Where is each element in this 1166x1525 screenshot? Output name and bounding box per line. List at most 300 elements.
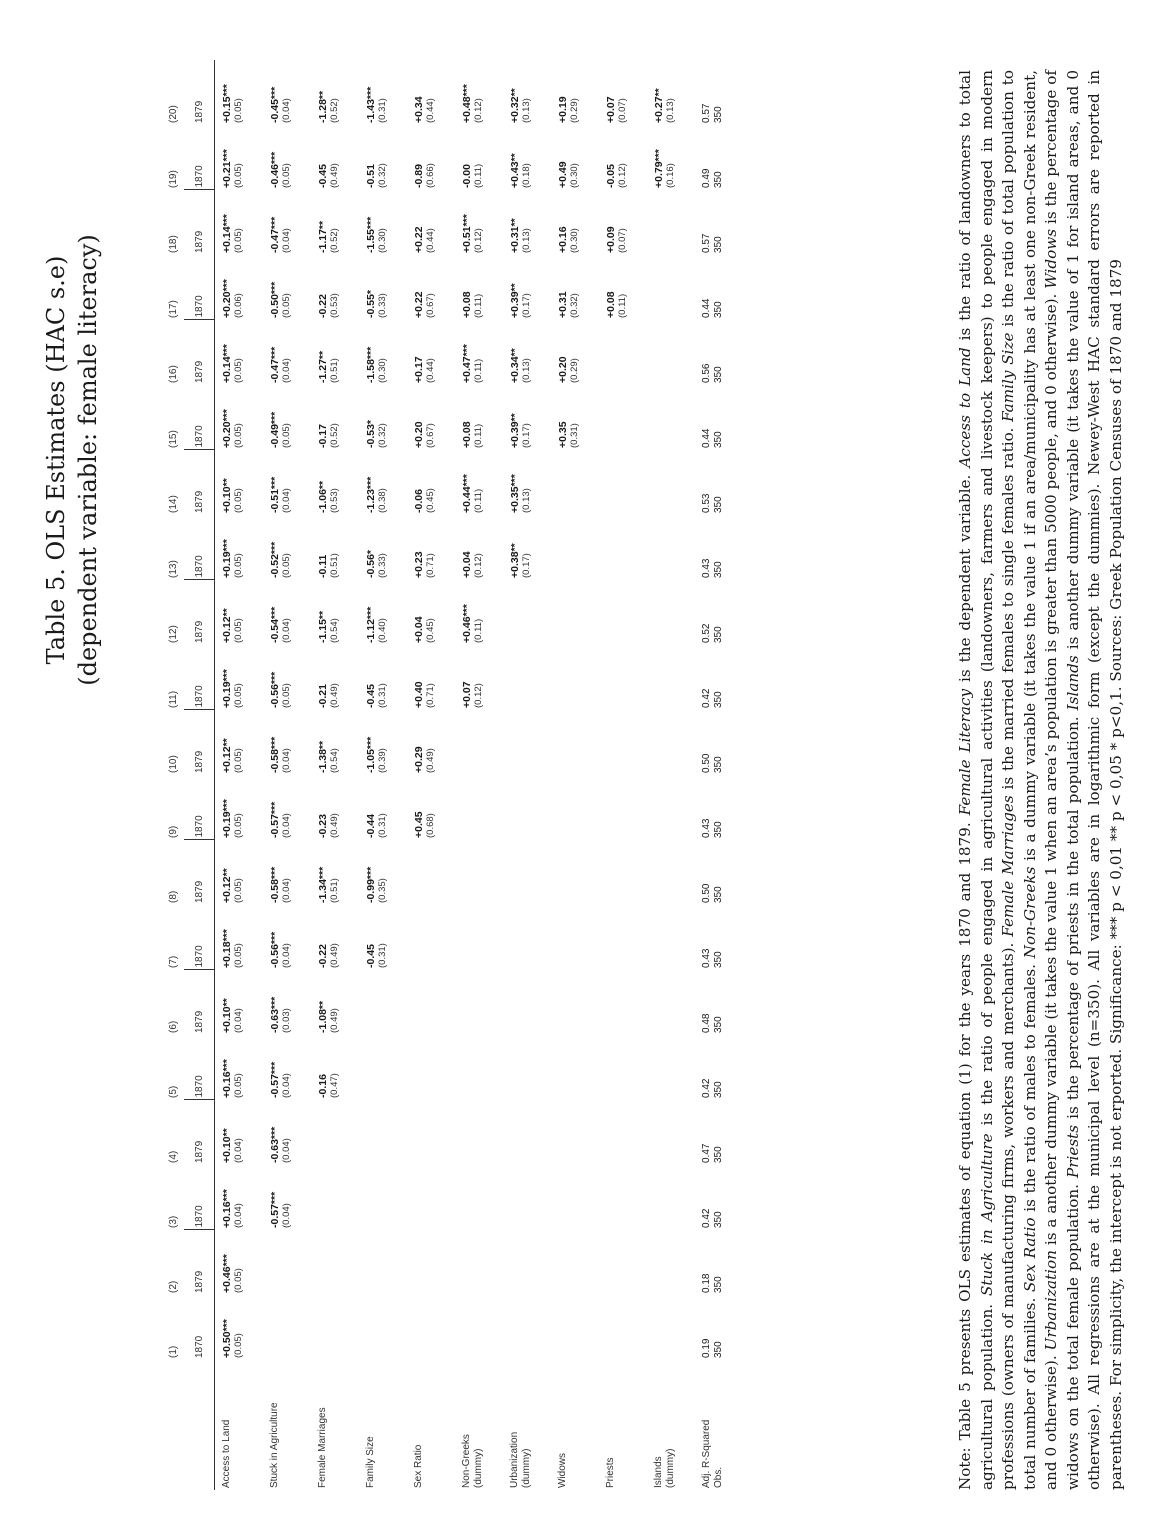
coefficient: +0.19*** <box>221 799 233 838</box>
standard-error: (0.44) <box>425 358 436 383</box>
title-line-2: (dependent variable: female literacy) <box>74 234 102 686</box>
table-cell <box>455 385 503 450</box>
standard-error: (0.49) <box>329 163 340 188</box>
standard-error: (0.04) <box>233 1138 244 1163</box>
table-cell <box>311 255 359 320</box>
row-label-line: Priests <box>605 1457 616 1488</box>
standard-error: (0.30) <box>569 163 580 188</box>
standard-error: (0.31) <box>377 98 388 123</box>
table-cell <box>359 320 407 385</box>
table-cell <box>407 775 455 840</box>
standard-error: (0.05) <box>233 943 244 968</box>
standard-error: (0.49) <box>329 683 340 708</box>
table-cell <box>503 1165 551 1230</box>
cell-content <box>269 192 293 253</box>
table-cell <box>455 970 503 1035</box>
table-cell <box>407 125 455 190</box>
summary-cell <box>695 515 731 580</box>
table-cell <box>215 320 264 385</box>
summary-cell <box>695 1230 731 1295</box>
table-cell <box>215 1100 264 1165</box>
coefficient: +0.49 <box>557 161 569 188</box>
summary-cell <box>695 190 731 255</box>
cell-content <box>365 257 389 318</box>
summary-cell <box>695 970 731 1035</box>
table-cell <box>551 645 599 710</box>
coefficient: -0.17 <box>317 424 329 448</box>
summary-cell <box>695 905 731 970</box>
column-number: (12) <box>167 625 179 643</box>
coefficient: +0.38** <box>509 543 521 578</box>
row-label-line: Islands <box>653 1456 664 1488</box>
table-cell <box>647 255 695 320</box>
table-cell <box>503 320 551 385</box>
cell-content <box>269 907 293 968</box>
table-cell <box>215 1230 264 1295</box>
row-label-line: Access to Land <box>221 1419 232 1488</box>
table-cell <box>311 125 359 190</box>
table-cell <box>311 190 359 255</box>
coefficient: -1.12*** <box>365 606 377 643</box>
standard-error: (0.52) <box>329 98 340 123</box>
standard-error: (0.04) <box>281 618 292 643</box>
summary-row <box>695 60 731 1490</box>
standard-error: (0.18) <box>521 163 532 188</box>
cell-content <box>365 907 389 968</box>
coefficient: +0.23 <box>413 551 425 578</box>
table-cell <box>263 905 311 970</box>
coefficient: -0.52*** <box>269 541 281 578</box>
cell-content <box>557 62 581 123</box>
adj-r-squared: 0.52 <box>701 623 712 643</box>
standard-error: (0.29) <box>569 358 580 383</box>
table-cell <box>551 775 599 840</box>
table-cell <box>647 840 695 905</box>
coefficient: -1.17** <box>317 220 329 253</box>
coefficient: +0.08 <box>605 291 617 318</box>
table-cell <box>503 255 551 320</box>
adj-r-squared: 0.44 <box>701 298 712 318</box>
table-cell <box>215 1295 264 1360</box>
table-cell <box>647 1100 695 1165</box>
coefficient: +0.07 <box>605 96 617 123</box>
table-cell <box>263 450 311 515</box>
standard-error: (0.05) <box>281 163 292 188</box>
standard-error: (0.45) <box>425 618 436 643</box>
table-row <box>263 60 311 1490</box>
table-cell <box>503 580 551 645</box>
regression-table-container <box>162 60 742 1490</box>
column-year: 1879 <box>184 450 215 515</box>
cell-content <box>413 517 437 578</box>
table-cell <box>359 1100 407 1165</box>
standard-error: (0.05) <box>233 163 244 188</box>
coefficient: -0.45*** <box>269 86 281 123</box>
row-label <box>407 1360 455 1490</box>
table-cell <box>359 580 407 645</box>
table-cell <box>455 320 503 385</box>
table-cell <box>455 515 503 580</box>
cell-content <box>605 257 629 318</box>
cell-content <box>317 1037 341 1098</box>
standard-error: (0.04) <box>281 358 292 383</box>
year-row <box>184 60 215 1490</box>
cell-content <box>221 322 245 383</box>
standard-error: (0.66) <box>425 163 436 188</box>
coefficient: +0.19 <box>557 96 569 123</box>
column-year: 1879 <box>184 1100 215 1165</box>
cell-content <box>317 257 341 318</box>
obs-count: 350 <box>713 561 724 578</box>
coefficient: -0.46*** <box>269 151 281 188</box>
header-spacer <box>162 1360 184 1490</box>
column-year: 1870 <box>184 515 215 580</box>
cell-content <box>509 322 533 383</box>
standard-error: (0.52) <box>329 228 340 253</box>
table-cell <box>455 1100 503 1165</box>
row-label-line: Sex Ratio <box>413 1444 424 1488</box>
standard-error: (0.32) <box>377 423 388 448</box>
note-text: is the ratio of total population to total number of families. <box>999 70 1039 1490</box>
standard-error: (0.54) <box>329 618 340 643</box>
table-row <box>599 60 647 1490</box>
row-label <box>359 1360 407 1490</box>
table-cell <box>311 580 359 645</box>
coefficient: -0.56*** <box>269 931 281 968</box>
table-cell <box>455 1165 503 1230</box>
table-cell <box>263 710 311 775</box>
cell-content <box>365 322 389 383</box>
coefficient: +0.22 <box>413 291 425 318</box>
coefficient: +0.45 <box>413 811 425 838</box>
table-cell <box>503 840 551 905</box>
cell-content <box>413 452 437 513</box>
cell-content <box>605 192 629 253</box>
column-year: 1870 <box>184 255 215 320</box>
coefficient: +0.27** <box>653 88 665 123</box>
cell-content <box>461 62 485 123</box>
cell-content <box>365 127 389 188</box>
column-year: 1870 <box>184 125 215 190</box>
standard-error: (0.49) <box>329 943 340 968</box>
row-label <box>647 1360 695 1490</box>
summary-label <box>695 1360 731 1490</box>
cell-content <box>557 192 581 253</box>
cell-content <box>221 712 245 773</box>
note-text: is a another dummy variable (it takes the value 1 when an area’s population is greater than 5000 people, and 0 otherwise). <box>1042 288 1060 1251</box>
table-cell <box>407 905 455 970</box>
table-cell <box>359 385 407 450</box>
cell-content <box>269 387 293 448</box>
standard-error: (0.33) <box>377 553 388 578</box>
coefficient: +0.20*** <box>221 409 233 448</box>
table-cell <box>455 1035 503 1100</box>
column-number: (17) <box>167 300 179 318</box>
coefficient: +0.20 <box>413 421 425 448</box>
table-cell <box>647 320 695 385</box>
cell-content <box>413 127 437 188</box>
obs-count: 350 <box>713 1016 724 1033</box>
cell-content <box>317 777 341 838</box>
cell-content <box>653 62 677 123</box>
table-cell <box>359 515 407 580</box>
table-row <box>311 60 359 1490</box>
cell-content <box>269 972 293 1033</box>
table-cell <box>311 775 359 840</box>
table-cell <box>647 1230 695 1295</box>
table-cell <box>551 710 599 775</box>
coefficient: -0.63*** <box>269 996 281 1033</box>
standard-error: (0.71) <box>425 683 436 708</box>
table-cell <box>503 450 551 515</box>
obs-count: 350 <box>713 106 724 123</box>
cell-content <box>221 452 245 513</box>
standard-error: (0.67) <box>425 423 436 448</box>
standard-error: (0.05) <box>233 1073 244 1098</box>
cell-content <box>509 387 533 448</box>
standard-error: (0.30) <box>569 228 580 253</box>
coefficient: +0.17 <box>413 356 425 383</box>
column-year: 1870 <box>184 1035 215 1100</box>
standard-error: (0.04) <box>281 878 292 903</box>
coefficient: +0.08 <box>461 421 473 448</box>
table-cell <box>551 320 599 385</box>
table-cell <box>455 840 503 905</box>
table-cell <box>599 1100 647 1165</box>
table-cell <box>647 710 695 775</box>
table-cell <box>359 775 407 840</box>
table-cell <box>647 190 695 255</box>
table-cell <box>455 450 503 515</box>
adj-r-squared: 0.57 <box>701 103 712 123</box>
cell-content <box>269 582 293 643</box>
table-cell <box>647 645 695 710</box>
row-label-line: (dummy) <box>521 1448 532 1488</box>
table-cell <box>263 320 311 385</box>
coefficient: -0.47*** <box>269 216 281 253</box>
adj-r-squared: 0.47 <box>701 1143 712 1163</box>
table-cell <box>215 840 264 905</box>
table-cell <box>455 775 503 840</box>
cell-content <box>221 842 245 903</box>
row-label <box>311 1360 359 1490</box>
coefficient: +0.44*** <box>461 474 473 513</box>
column-number-row <box>162 60 184 1490</box>
standard-error: (0.54) <box>329 748 340 773</box>
coefficient: -0.55* <box>365 289 377 318</box>
standard-error: (0.31) <box>569 423 580 448</box>
adj-r-squared: 0.44 <box>701 428 712 448</box>
row-label-line: Female Marriages <box>317 1407 328 1488</box>
cell-content <box>317 192 341 253</box>
standard-error: (0.51) <box>329 878 340 903</box>
coefficient: +0.10** <box>221 1128 233 1163</box>
cell-content <box>269 62 293 123</box>
table-cell <box>311 60 359 125</box>
cell-content <box>461 647 485 708</box>
standard-error: (0.49) <box>425 748 436 773</box>
table-cell <box>407 1230 455 1295</box>
coefficient: +0.22 <box>413 226 425 253</box>
summary-cell <box>695 775 731 840</box>
column-number: (19) <box>167 170 179 188</box>
coefficient: -1.58*** <box>365 346 377 383</box>
note-text: is a dummy variable (it takes the value 1 if an area/municipality has at least one non-Greek resident, and 0 otherwise). <box>1020 70 1060 1490</box>
table-cell <box>215 255 264 320</box>
table-cell <box>215 1035 264 1100</box>
column-number: (14) <box>167 495 179 513</box>
cell-content <box>509 127 533 188</box>
table-row <box>503 60 551 1490</box>
table-cell <box>551 970 599 1035</box>
table-cell <box>455 645 503 710</box>
standard-error: (0.04) <box>281 1073 292 1098</box>
coefficient: +0.07 <box>461 681 473 708</box>
obs-count: 350 <box>713 236 724 253</box>
table-cell <box>503 1100 551 1165</box>
table-cell <box>551 905 599 970</box>
standard-error: (0.35) <box>377 878 388 903</box>
cell-content <box>317 62 341 123</box>
coefficient: +0.46*** <box>461 604 473 643</box>
standard-error: (0.07) <box>617 98 628 123</box>
standard-error: (0.49) <box>329 813 340 838</box>
standard-error: (0.05) <box>233 813 244 838</box>
standard-error: (0.45) <box>425 488 436 513</box>
obs-count: 350 <box>713 301 724 318</box>
table-cell <box>359 450 407 515</box>
table-cell <box>263 190 311 255</box>
obs-count: 350 <box>713 431 724 448</box>
cell-content <box>557 257 581 318</box>
table-cell <box>599 515 647 580</box>
obs-count: 350 <box>713 1211 724 1228</box>
adj-r-squared: 0.42 <box>701 1208 712 1228</box>
coefficient: -0.11 <box>317 554 329 578</box>
adj-r-squared: 0.19 <box>701 1338 712 1358</box>
table-cell <box>551 1230 599 1295</box>
standard-error: (0.49) <box>329 1008 340 1033</box>
table-cell <box>263 970 311 1035</box>
note-variable-name: Female Literacy <box>956 688 974 816</box>
table-cell <box>455 1230 503 1295</box>
table-cell <box>551 1035 599 1100</box>
coefficient: -0.58*** <box>269 866 281 903</box>
note-variable-name: Urbanization <box>1042 1250 1060 1351</box>
standard-error: (0.05) <box>281 683 292 708</box>
standard-error: (0.52) <box>329 423 340 448</box>
table-cell <box>647 775 695 840</box>
column-year: 1870 <box>184 1295 215 1360</box>
obs-count: 350 <box>713 496 724 513</box>
standard-error: (0.05) <box>233 878 244 903</box>
table-cell <box>311 320 359 385</box>
coefficient: +0.10** <box>221 998 233 1033</box>
cell-content <box>413 387 437 448</box>
table-cell <box>359 905 407 970</box>
coefficient: +0.12** <box>221 868 233 903</box>
standard-error: (0.12) <box>473 553 484 578</box>
table-cell <box>215 710 264 775</box>
coefficient: +0.10** <box>221 478 233 513</box>
table-cell <box>359 970 407 1035</box>
standard-error: (0.11) <box>473 163 484 188</box>
coefficient: +0.04 <box>461 551 473 578</box>
standard-error: (0.13) <box>521 98 532 123</box>
adj-r-squared: 0.48 <box>701 1013 712 1033</box>
table-cell <box>311 1230 359 1295</box>
standard-error: (0.68) <box>425 813 436 838</box>
table-cell <box>455 1295 503 1360</box>
standard-error: (0.12) <box>473 98 484 123</box>
coefficient: -0.58*** <box>269 736 281 773</box>
note-variable-name: Widows <box>1042 228 1060 289</box>
header-spacer <box>184 1360 215 1490</box>
table-cell <box>263 580 311 645</box>
coefficient: +0.18*** <box>221 929 233 968</box>
table-cell <box>503 60 551 125</box>
table-cell <box>647 580 695 645</box>
obs-count: 350 <box>713 1081 724 1098</box>
table-cell <box>455 125 503 190</box>
standard-error: (0.05) <box>281 423 292 448</box>
table-cell <box>407 60 455 125</box>
table-cell <box>503 385 551 450</box>
adj-r-squared: 0.53 <box>701 493 712 513</box>
column-year: 1870 <box>184 905 215 970</box>
regression-table <box>162 60 731 1490</box>
summary-cell <box>695 320 731 385</box>
table-cell <box>359 190 407 255</box>
standard-error: (0.04) <box>233 1203 244 1228</box>
cell-content <box>413 322 437 383</box>
cell-content <box>269 842 293 903</box>
table-cell <box>359 125 407 190</box>
column-year: 1870 <box>184 775 215 840</box>
table-cell <box>263 1100 311 1165</box>
cell-content <box>269 712 293 773</box>
coefficient: -0.63*** <box>269 1126 281 1163</box>
cell-content <box>413 647 437 708</box>
row-label-line: Urbanization <box>509 1431 520 1488</box>
coefficient: -0.45 <box>365 684 377 708</box>
standard-error: (0.05) <box>233 228 244 253</box>
adj-r-squared: 0.18 <box>701 1273 712 1293</box>
adj-r-squared: 0.56 <box>701 363 712 383</box>
table-cell <box>359 840 407 905</box>
column-year: 1879 <box>184 1230 215 1295</box>
coefficient: -0.47*** <box>269 346 281 383</box>
cell-content <box>221 1167 245 1228</box>
standard-error: (0.04) <box>281 943 292 968</box>
cell-content <box>461 257 485 318</box>
obs-count: 350 <box>713 821 724 838</box>
cell-content <box>317 452 341 513</box>
coefficient: -0.53* <box>365 419 377 448</box>
table-cell <box>599 1295 647 1360</box>
coefficient: -0.99*** <box>365 866 377 903</box>
standard-error: (0.04) <box>281 1203 292 1228</box>
coefficient: +0.14*** <box>221 344 233 383</box>
coefficient: +0.29 <box>413 746 425 773</box>
table-cell <box>407 255 455 320</box>
cell-content <box>413 192 437 253</box>
table-cell <box>407 385 455 450</box>
note-text: is the percentage of widows on the total female population. <box>1042 69 1082 1490</box>
table-cell <box>503 125 551 190</box>
note-text: Note: Table 5 presents OLS estimates of equation (1) for the years 1870 and 1879. <box>956 815 974 1490</box>
table-row <box>359 60 407 1490</box>
